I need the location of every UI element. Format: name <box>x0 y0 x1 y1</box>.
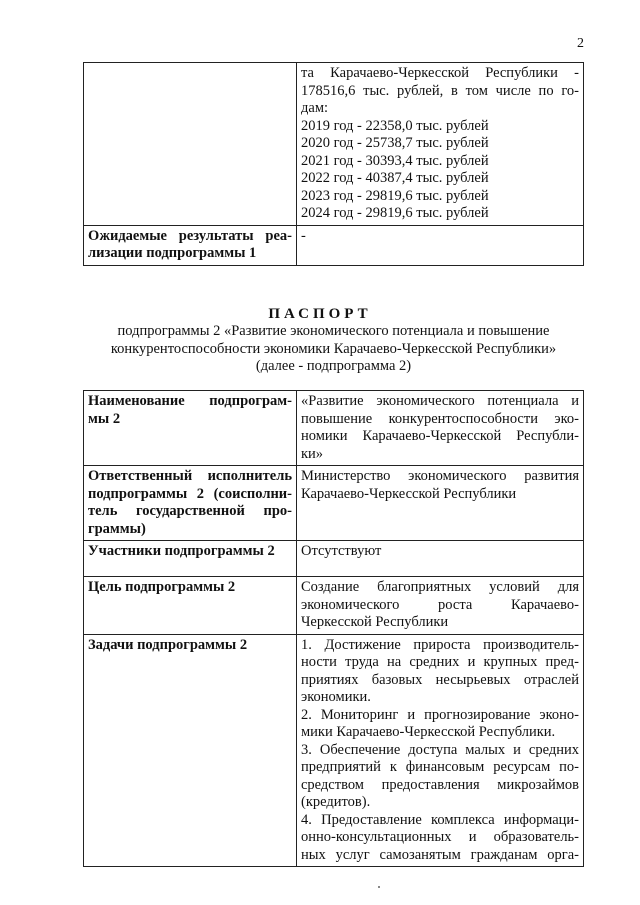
finance-line-2024: 2024 год - 29819,6 тыс. рублей <box>301 205 489 221</box>
goal-label: Цель подпрограммы 2 <box>84 577 297 635</box>
tasks-value: 1. Достижение прироста производитель- ности труда на средних и крупных пред- приятиях базовых несырьевых отраслей экономики. 2. Мониторинг и прогнозирование эконо- мики Карачаево-Черкесской Республики. 3. Обеспечение доступа малых и средних предприятий к финансовым ресурсам по- средством предоставления микрозаймов (кредитов). 4. Предоставление комплекса информаци- онно-консультационных и образователь- ных услуг самозанятым гражданам орга- <box>297 634 584 867</box>
scan-speck <box>378 886 380 888</box>
page-number: 2 <box>577 36 584 51</box>
participants-label: Участники подпрограммы 2 <box>84 541 297 577</box>
expected-results-value: - <box>297 225 584 265</box>
subprogram2-passport-table <box>83 390 584 867</box>
finance-line-2023: 2023 год - 29819,6 тыс. рублей <box>301 187 489 204</box>
finance-line: 178516,6 тыс. рублей, в том числе по го- <box>301 82 579 99</box>
finance-line-2021: 2021 год - 30393,4 тыс. рублей <box>301 152 489 169</box>
finance-line-2022: 2022 год - 40387,4 тыс. рублей <box>301 170 489 186</box>
finance-volume-cell <box>297 63 584 226</box>
table-row <box>84 577 584 635</box>
subprogram-name-label: Наименование подпрограм- мы 2 <box>84 391 297 466</box>
table-cell-empty-label <box>84 63 297 226</box>
responsible-executor-label: Ответственный исполнитель подпрограммы 2 (соисполни- тель государственной про- граммы) <box>84 466 297 541</box>
participants-value: Отсутствуют <box>297 541 584 577</box>
table-row <box>84 225 584 265</box>
subprogram1-table-continuation <box>83 62 584 266</box>
table-row <box>84 541 584 577</box>
responsible-executor-value: Министерство экономического развития Карачаево-Черкесской Республики <box>297 466 584 541</box>
passport-subtitle: подпрограммы 2 «Развитие экономического потенциала и повышение конкурентоспособности экономики Карачаево-Черкесской Республики» (далее - подпрограмма 2) <box>110 323 557 374</box>
expected-results-label: Ожидаемые результаты реа- лизации подпрограммы 1 <box>84 225 297 265</box>
table-row <box>84 634 584 867</box>
finance-line-2019: 2019 год - 22358,0 тыс. рублей <box>301 117 489 134</box>
goal-value: Создание благоприятных условий для экономического роста Карачаево- Черкесской Республики <box>297 577 584 635</box>
table-row <box>84 391 584 466</box>
passport-title: ПАСПОРТ <box>268 306 372 322</box>
table-row <box>84 466 584 541</box>
tasks-label: Задачи подпрограммы 2 <box>84 634 297 867</box>
subprogram-name-value: «Развитие экономического потенциала и повышение конкурентоспособности эко- номики Карачаево-Черкесской Республи- ки» <box>297 391 584 466</box>
finance-line-2020: 2020 год - 25738,7 тыс. рублей <box>301 135 489 151</box>
table-row <box>84 63 584 226</box>
finance-line: дам: <box>301 100 329 116</box>
finance-line: та Карачаево-Черкесской Республики - <box>301 65 579 81</box>
